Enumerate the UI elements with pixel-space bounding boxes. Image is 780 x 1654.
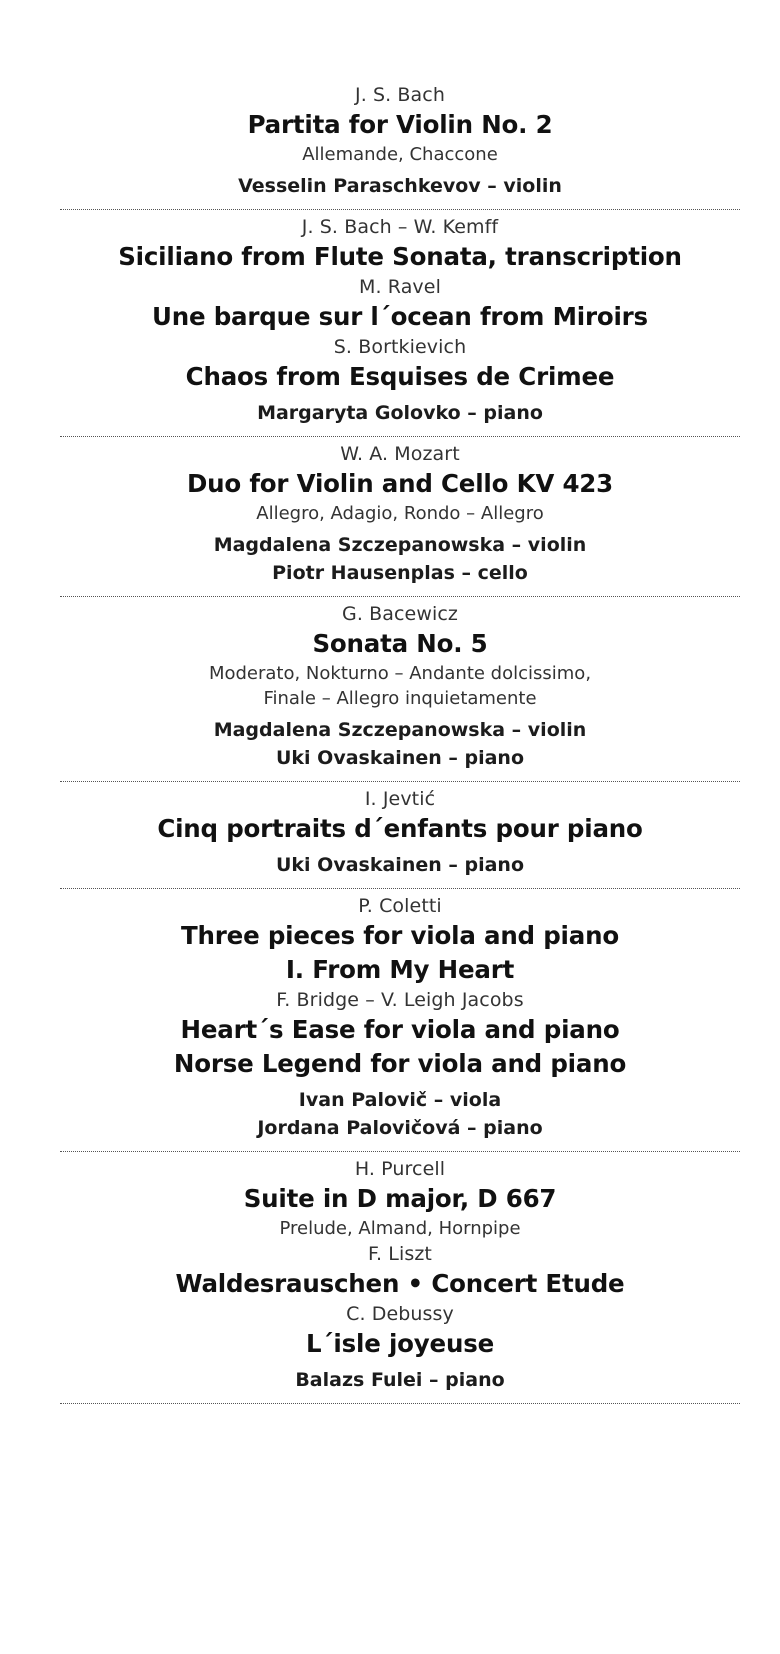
program-item xyxy=(60,437,740,597)
program-item xyxy=(60,782,740,889)
performer-credit: Vesselin Paraschkevov – violin xyxy=(238,175,562,197)
composer-name: W. A. Mozart xyxy=(340,443,460,465)
performer-credit: Piotr Hausenplas – cello xyxy=(272,562,528,584)
work-title: Chaos from Esquises de Crimee xyxy=(185,362,615,391)
work-title: Cinq portraits d´enfants pour piano xyxy=(157,814,643,843)
composer-name: H. Purcell xyxy=(354,1158,446,1180)
composer-name: F. Bridge – V. Leigh Jacobs xyxy=(276,989,524,1011)
work-title: Heart´s Ease for viola and piano xyxy=(180,1015,620,1044)
work-title: Sonata No. 5 xyxy=(312,629,488,658)
composer-name: J. S. Bach – W. Kemff xyxy=(301,216,499,238)
composer-name: P. Coletti xyxy=(358,895,442,917)
program-item xyxy=(60,1152,740,1404)
work-title: Partita for Violin No. 2 xyxy=(247,110,553,139)
work-title: Siciliano from Flute Sonata, transcription xyxy=(118,242,682,271)
work-title: I. From My Heart xyxy=(285,955,515,984)
performer-credit: Magdalena Szczepanowska – violin xyxy=(213,719,587,741)
movement-list: Prelude, Almand, Hornpipe xyxy=(279,1218,521,1239)
movement-list: Moderato, Nokturno – Andante dolcissimo, xyxy=(208,663,592,684)
composer-name: S. Bortkievich xyxy=(333,336,467,358)
performer-credit: Ivan Palovič – viola xyxy=(298,1089,502,1111)
performer-credit: Magdalena Szczepanowska – violin xyxy=(213,534,587,556)
work-title: Waldesrauschen • Concert Etude xyxy=(175,1269,625,1298)
work-title: Three pieces for viola and piano xyxy=(181,921,619,950)
composer-name: M. Ravel xyxy=(359,276,441,298)
movement-list: Allegro, Adagio, Rondo – Allegro xyxy=(256,503,544,524)
work-title: Duo for Violin and Cello KV 423 xyxy=(187,469,613,498)
work-title: L´isle joyeuse xyxy=(305,1329,495,1358)
program-item xyxy=(60,597,740,782)
composer-name: I. Jevtić xyxy=(364,788,436,810)
movement-list: Finale – Allegro inquietamente xyxy=(263,688,537,709)
performer-credit: Uki Ovaskainen – piano xyxy=(275,747,524,769)
composer-name: G. Bacewicz xyxy=(342,603,458,625)
program-item xyxy=(60,889,740,1152)
program-item xyxy=(60,78,740,210)
program-item xyxy=(60,210,740,437)
performer-credit: Jordana Palovičová – piano xyxy=(257,1117,543,1139)
concert-program xyxy=(60,78,740,1404)
performer-credit: Uki Ovaskainen – piano xyxy=(275,854,524,876)
movement-list: Allemande, Chaccone xyxy=(302,144,498,165)
work-title: Norse Legend for viola and piano xyxy=(173,1049,627,1078)
work-title: Suite in D major, D 667 xyxy=(243,1184,557,1213)
performer-credit: Balazs Fulei – piano xyxy=(295,1369,505,1391)
composer-name: J. S. Bach xyxy=(355,84,445,106)
composer-name: F. Liszt xyxy=(368,1243,432,1265)
composer-name: C. Debussy xyxy=(346,1303,454,1325)
performer-credit: Margaryta Golovko – piano xyxy=(257,402,543,424)
work-title: Une barque sur l´ocean from Miroirs xyxy=(152,302,648,331)
